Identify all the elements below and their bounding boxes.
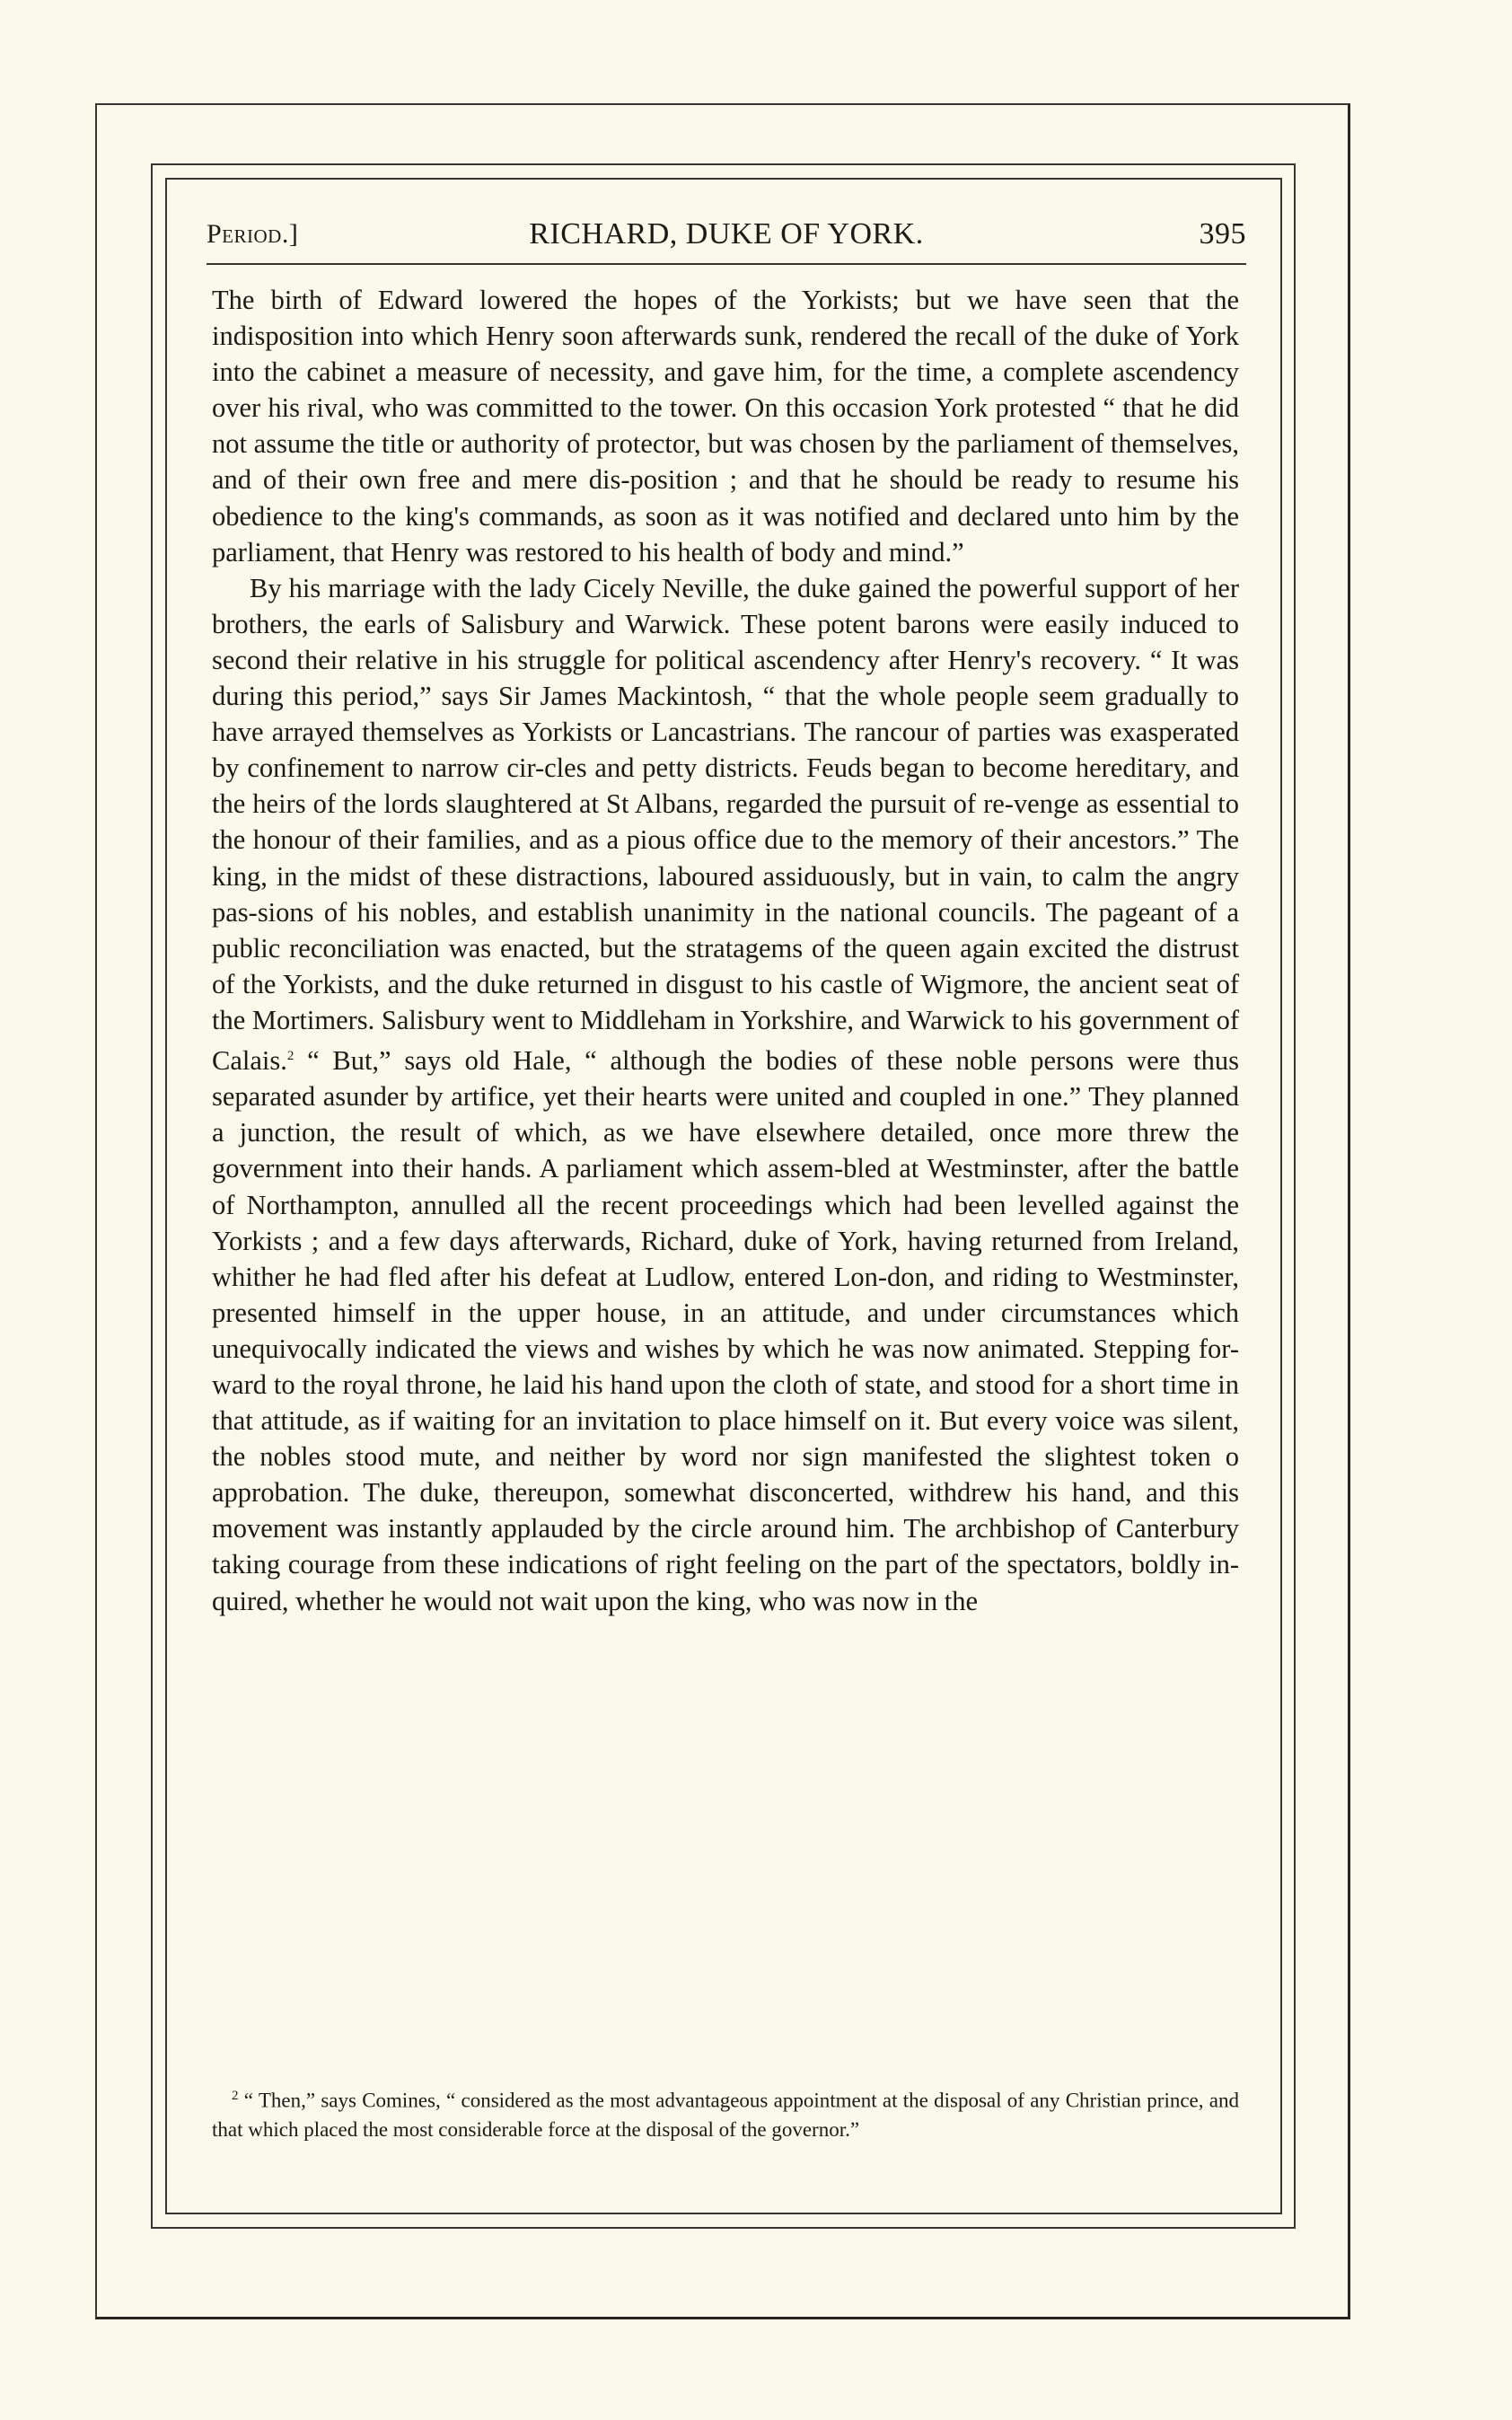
page-number: 395 [1199,217,1246,251]
paragraph-2-text: By his marriage with the lady Cicely Neville, the duke gained the powerful support of her brothers, the earls of Salisbury and Warwick. These potent barons were easily induced to second their relative in his struggle for political ascendency after Henry's recovery. “ It was during this period,” says Sir James Mackintosh, “ that the whole people seem gradually to have arrayed themselves as Yorkists or Lancastrians. The rancour of parties was exasperated by confinement to narrow cir-cles and petty districts. Feuds began to become hereditary, and the heirs of the lords slaughtered at St Albans, regarded the pursuit of re-venge as essential to the honour of their families, and as a pious office due to the memory of their ancestors.” The king, in the midst of these distractions, laboured assiduously, but in vain, to calm the angry pas-sions of his nobles, and establish unanimity in the national councils. The pageant of a public reconciliation was enacted, but the stratagems of the queen again excited the distrust of the Yorkists, and the duke returned in disgust to his castle of Wigmore, the ancient seat of the Mortimers. Salisbury went to Middleham in Yorkshire, and Warwick to his government of Calais. [212,572,1239,1077]
running-head [207,214,1246,255]
paragraph-2-continuation: “ But,” says old Hale, “ although the bodies of these noble persons were thus separated asunder by artifice, yet their hearts were united and coupled in one.” They planned a junction, the result of which, as we have elsewhere detailed, once more threw the government into their hands. A parliament which assem-bled at Westminster, after the battle of Northampton, annulled all the recent proceedings which had been levelled against the Yorkists ; and a few days afterwards, Richard, duke of York, having returned from Ireland, whither he had fled after his defeat at Ludlow, entered Lon-don, and riding to Westminster, presented himself in the upper house, in an attitude, and under circumstances which unequivocally indicated the views and wishes by which he was now animated. Stepping for-ward to the royal throne, he laid his hand upon the cloth of state, and stood for a short time in that attitude, as if waiting for an invitation to place himself on it. But every voice was silent, the nobles stood mute, and neither by word nor sign manifested the slightest token o approbation. The duke, thereupon, somewhat disconcerted, withdrew his hand, and this movement was instantly applauded by the circle around him. The archbishop of Canterbury taking courage from these indications of right feeling on the part of the spectators, boldly in-quired, whether he would not wait upon the king, who was now in the [212,1045,1239,1616]
running-head-title: RICHARD, DUKE OF YORK. [529,217,924,251]
running-head-rule [207,263,1246,265]
body-text [212,282,1239,1619]
paragraph-1: The birth of Edward lowered the hopes of the Yorkists; but we have seen that the indisposition into which Henry soon afterwards sunk, rendered the recall of the duke of York into the cabinet a measure of necessity, and gave him, for the time, a complete ascendency over his rival, who was committed to the tower. On this occasion York protested “ that he did not assume the title or authority of protector, but was chosen by the parliament of themselves, and of their own free and mere dis-position ; and that he should be ready to resume his obedience to the king's commands, as soon as it was notified and declared unto him by the parliament, that Henry was restored to his health of body and mind.” [212,285,1239,568]
paragraph-2 [212,570,1239,1619]
running-head-section: Period.] [207,219,299,249]
footnote-reference: 2 [286,1048,294,1063]
footnote-text: “ Then,” says Comines, “ considered as the most advantageous appointment at the disposal of any Christian prince, and that which placed the most considerable force at the disposal of the governor.” [212,2089,1239,2141]
footnote-marker: 2 [232,2089,239,2103]
footnote [212,2081,1239,2144]
